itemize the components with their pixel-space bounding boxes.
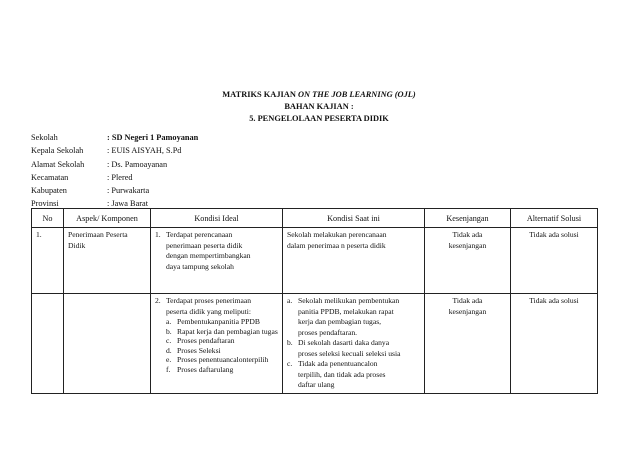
sub-item <box>166 336 278 346</box>
info-value: : Ds. Pamoayanan <box>107 159 168 169</box>
text-line: Terdapat perencanaan <box>166 230 233 239</box>
text-line: kesenjangan <box>448 306 487 316</box>
info-key: Kecamatan <box>31 172 69 182</box>
text-line: Terdapat proses penerimaan <box>166 296 252 305</box>
ideal-list <box>155 230 278 272</box>
text-line: Tidak ada <box>452 296 483 305</box>
cell-no <box>32 228 64 294</box>
cell-no <box>32 294 64 394</box>
text-line: Tidak ada penentuancalon <box>298 359 378 368</box>
info-key: Alamat Sekolah <box>31 159 85 169</box>
item-text <box>298 338 420 359</box>
info-key: Sekolah <box>31 133 58 142</box>
list-item <box>287 359 420 391</box>
info-value: : Jawa Barat <box>107 199 149 209</box>
text-line: Tidak ada solusi <box>529 230 579 239</box>
sub-marker: f. <box>166 364 171 374</box>
info-key: Provinsi <box>31 199 59 209</box>
info-value: : Purwakarta <box>107 186 150 196</box>
aspek-line: Didik <box>68 240 86 250</box>
info-row <box>31 171 198 184</box>
school-info <box>31 131 198 211</box>
sub-item <box>166 355 278 365</box>
title-prefix: MATRIKS KAJIAN <box>222 90 298 99</box>
sub-marker: b. <box>166 326 172 336</box>
text-line: Tidak ada <box>452 230 483 239</box>
text-line: Sekolah melikukan pembentukan <box>298 296 400 305</box>
text-line: dalam penerimaa n peserta didik <box>287 240 386 250</box>
title-block <box>0 89 638 125</box>
saat-ini-list <box>287 296 420 391</box>
item-marker: c. <box>287 359 293 368</box>
sub-text: Rapat kerja dan pembagian tugas <box>177 326 278 336</box>
item-text <box>298 296 420 338</box>
header-kesenjangan: Kesenjangan <box>425 209 511 228</box>
cell-aspek <box>64 294 151 394</box>
header-kondisi-saat-ini: Kondisi Saat ini <box>283 209 425 228</box>
list-item <box>287 296 420 338</box>
info-row <box>31 144 198 157</box>
document-subtitle: BAHAN KAJIAN : <box>284 102 354 111</box>
sub-list <box>166 317 278 374</box>
document-title <box>0 89 638 101</box>
text-line: Sekolah melakukan perencanaan <box>287 230 387 239</box>
sub-item <box>166 327 278 337</box>
document-topic: 5. PENGELOLAAN PESERTA DIDIK <box>249 114 389 123</box>
cell-kesenjangan <box>425 228 511 294</box>
item-marker: a. <box>287 296 293 305</box>
info-value: : SD Negeri 1 Pamoyanan <box>107 133 199 142</box>
text-line: Di sekolah dasarti daka danya <box>298 338 390 347</box>
info-row <box>31 184 198 197</box>
list-item <box>155 230 278 272</box>
sub-text: Proses daftarulang <box>177 364 234 374</box>
info-key: Kepala Sekolah <box>31 146 84 156</box>
cell-alternatif-solusi <box>511 294 598 394</box>
header-alternatif-solusi: Alternatif Solusi <box>511 209 598 228</box>
text-line: terpilih, dan tidak ada proses <box>298 369 386 379</box>
item-text <box>298 359 420 391</box>
header-aspek: Aspek/ Komponen <box>64 209 151 228</box>
text-line: kesenjangan <box>448 240 487 250</box>
sub-marker: c. <box>166 336 172 345</box>
sub-text: Proses penentuancalonterpilih <box>177 355 269 364</box>
item-number: 2. <box>155 296 161 305</box>
sub-text: Proses Seleksi <box>177 345 221 355</box>
item-text <box>166 296 278 317</box>
sub-item <box>166 365 278 375</box>
list-item <box>287 338 420 359</box>
sub-item <box>166 317 278 327</box>
item-marker: b. <box>287 338 293 347</box>
text-line: penerimaan peserta didik <box>166 240 243 250</box>
info-value: : EUIS AISYAH, S.Pd <box>107 146 182 156</box>
info-row <box>31 131 198 144</box>
sub-marker: e. <box>166 355 172 364</box>
cell-aspek <box>64 228 151 294</box>
table-row <box>32 294 598 394</box>
cell-kondisi-saat-ini <box>283 294 425 394</box>
cell-kondisi-ideal <box>151 294 283 394</box>
sub-text: Proses pendaftaran <box>177 336 235 345</box>
header-kondisi-ideal: Kondisi Ideal <box>151 209 283 228</box>
info-row <box>31 158 198 171</box>
sub-marker: d. <box>166 345 172 355</box>
info-key: Kabupaten <box>31 186 67 196</box>
header-no: No <box>32 209 64 228</box>
aspek-line: Penerimaan Peserta <box>68 230 128 239</box>
sub-item <box>166 346 278 356</box>
table-row <box>32 228 598 294</box>
text-line: daya tampung sekolah <box>166 261 234 271</box>
table-header-row <box>32 209 598 228</box>
cell-alternatif-solusi <box>511 228 598 294</box>
matrix-table <box>31 208 598 394</box>
item-number: 1. <box>155 230 161 239</box>
title-italic: ON THE JOB LEARNING (OJL) <box>297 90 416 99</box>
text-line: dengan mempertimbangkan <box>166 251 251 260</box>
text-line: peserta didik yang meliputi: <box>166 306 251 316</box>
row-number: 1. <box>36 230 42 239</box>
text-line: daftar ulang <box>298 380 335 389</box>
ideal-list <box>155 296 278 317</box>
cell-kondisi-ideal <box>151 228 283 294</box>
cell-kesenjangan <box>425 294 511 394</box>
list-item <box>155 296 278 317</box>
info-value: : Plered <box>107 172 133 182</box>
text-line: proses seleksi kecuali seleksi usia <box>298 348 401 358</box>
text-line: proses pendaftaran. <box>298 327 358 337</box>
cell-kondisi-saat-ini <box>283 228 425 294</box>
item-text <box>166 230 278 272</box>
text-line: Tidak ada solusi <box>529 296 579 305</box>
sub-text: Pembentukanpanitia PPDB <box>177 317 260 326</box>
text-line: kerja dan pembagian tugas, <box>298 317 382 326</box>
text-line: panitia PPDB, melakukan rapat <box>298 306 394 316</box>
sub-marker: a. <box>166 317 172 326</box>
